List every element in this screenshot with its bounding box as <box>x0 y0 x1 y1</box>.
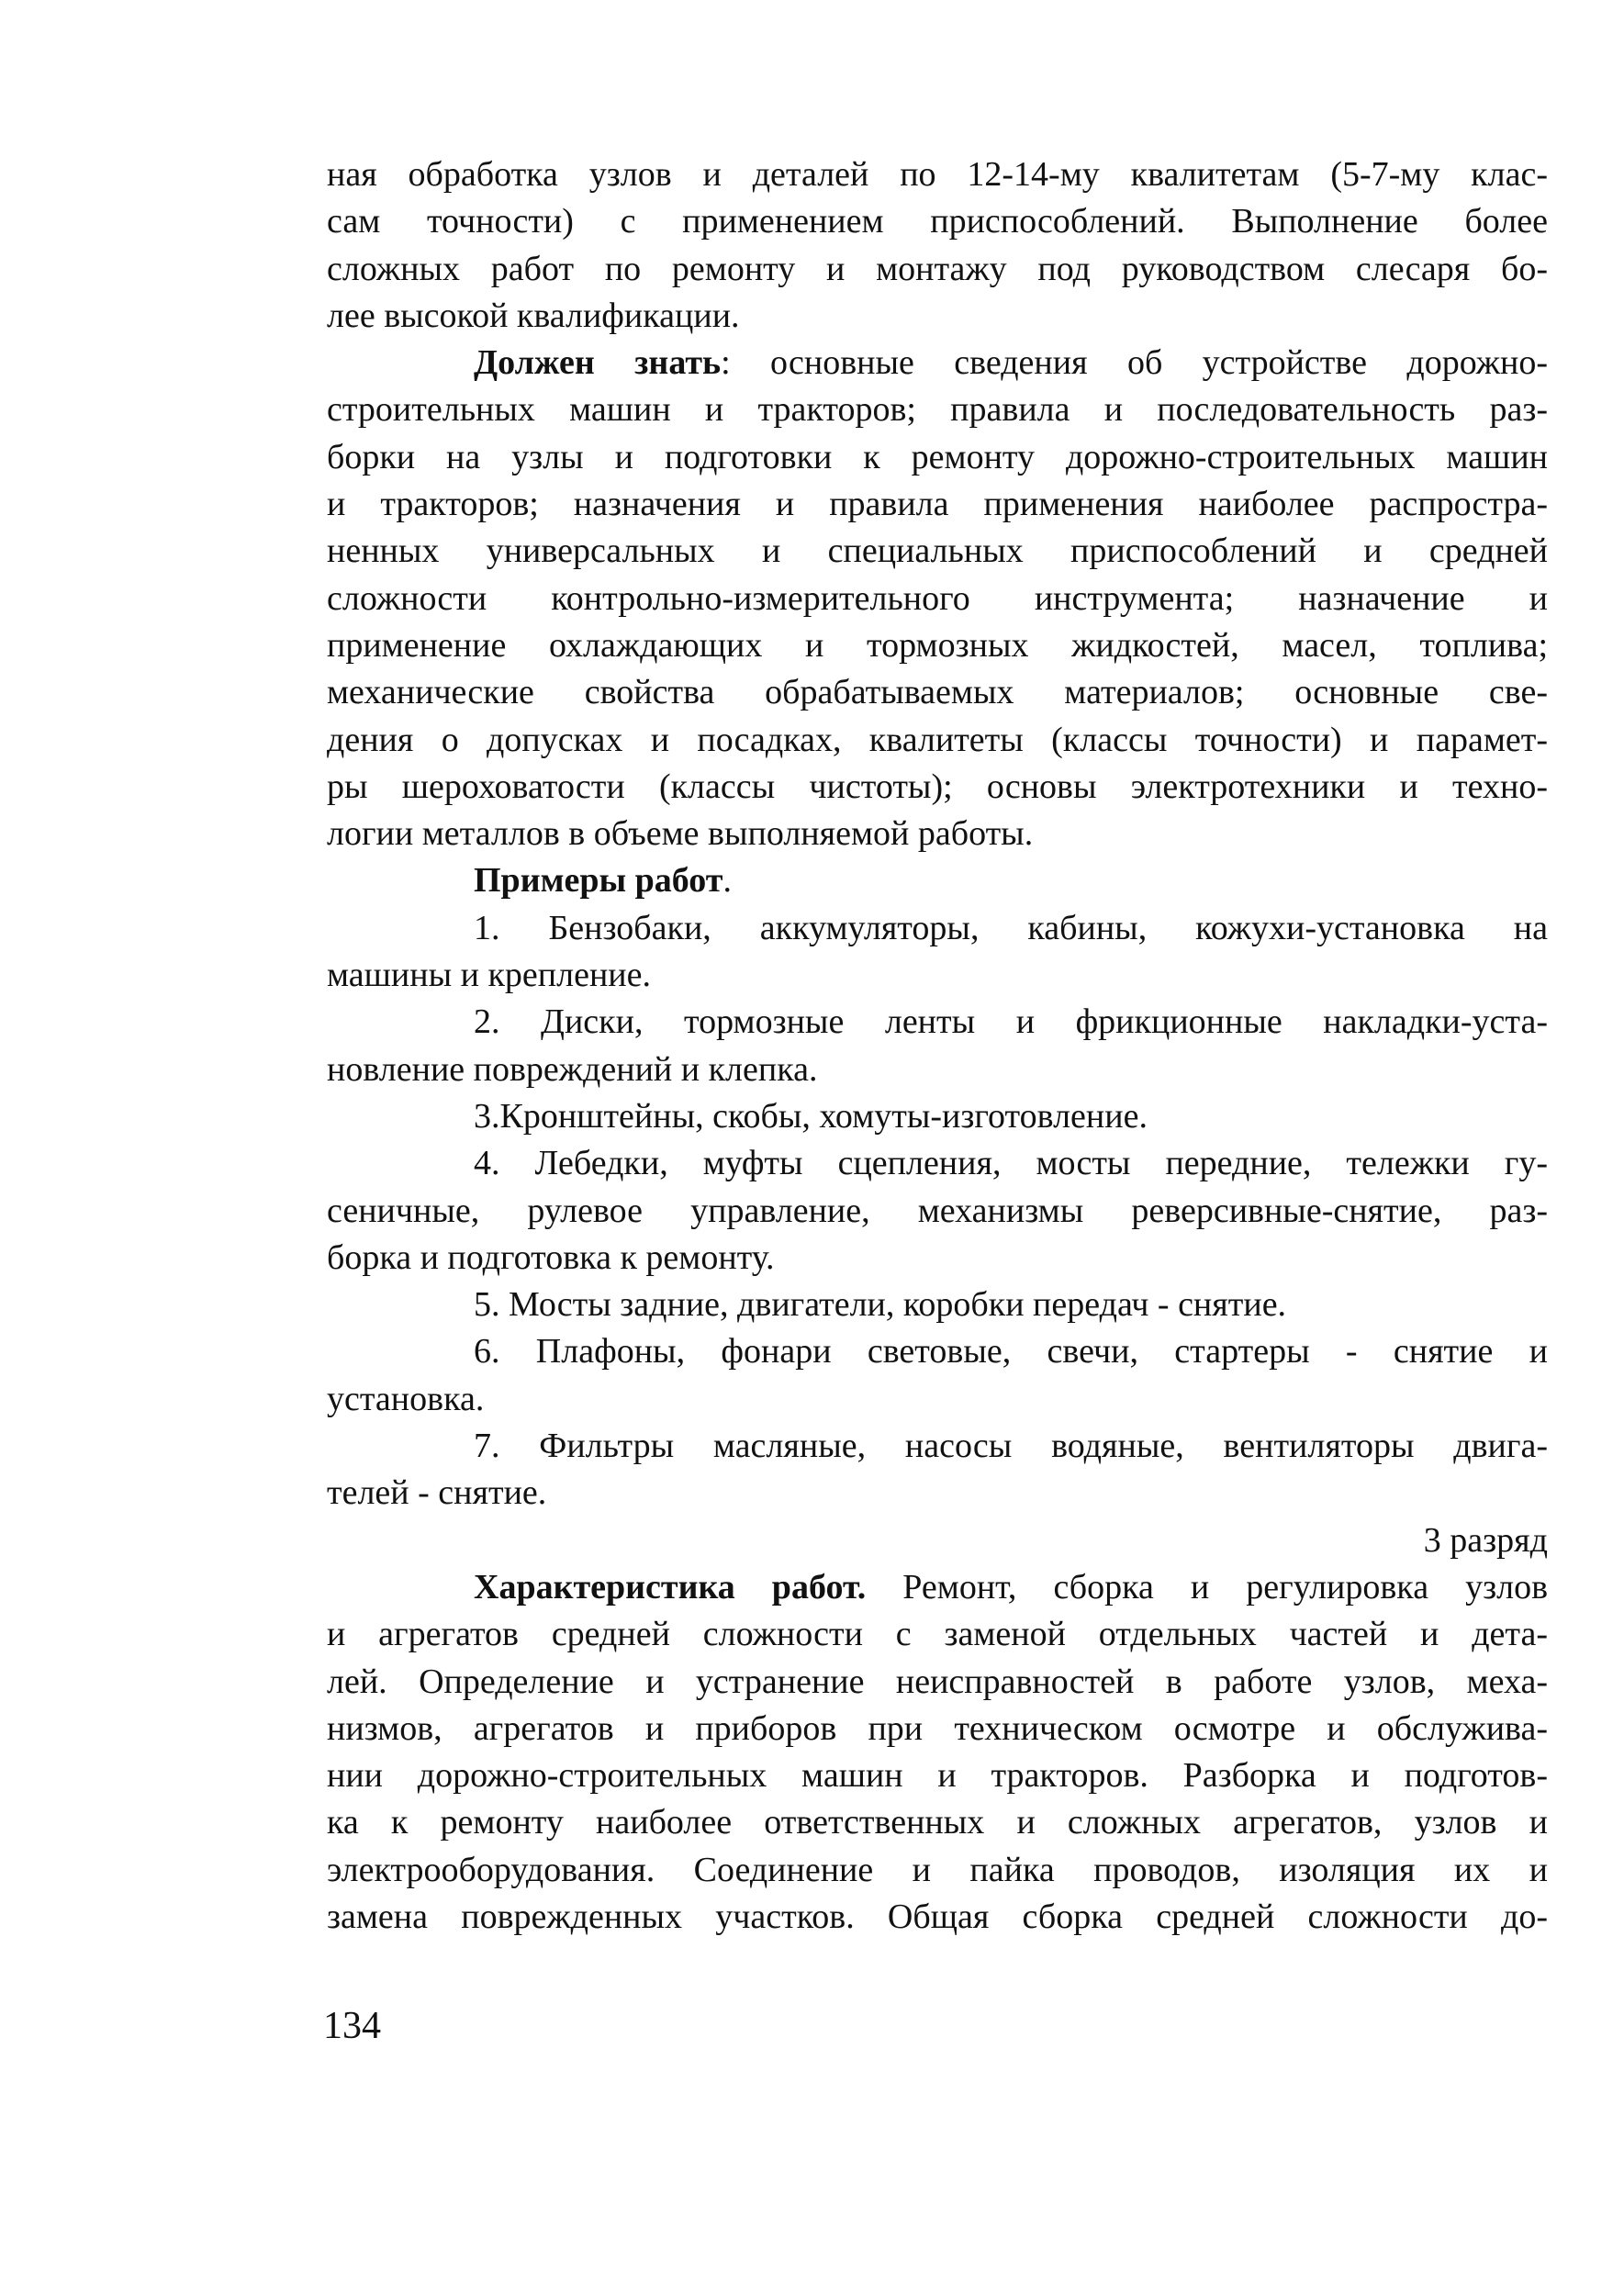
list-item <box>327 1423 1548 1517</box>
text-line: сам точности) с применением приспособлений. Выполнение более <box>327 202 1548 241</box>
text-line: 6. Плафоны, фонари световые, свечи, стартеры - снятие и <box>474 1332 1548 1371</box>
text-line: 1. Бензобаки, аккумуляторы, кабины, кожухи-установка на <box>474 908 1548 947</box>
list-item <box>327 999 1548 1093</box>
text-line: борка и подготовка к ремонту. <box>327 1237 775 1277</box>
text-line: установка. <box>327 1379 485 1418</box>
list-item <box>327 1328 1548 1423</box>
text-line: логии металлов в объеме выполняемой работы. <box>327 814 1034 854</box>
paragraph-continuation <box>327 151 1548 340</box>
text-line: сеничные, рулевое управление, механизмы реверсивные-снятие, раз- <box>327 1191 1548 1230</box>
text-line: ка к ремонту наиболее ответственных и сложных агрегатов, узлов и <box>327 1803 1548 1842</box>
text-line: дения о допусках и посадках, квалитеты (классы точности) и парамет- <box>327 720 1548 759</box>
list-item <box>327 1140 1548 1282</box>
work-characteristic-first-line: Ремонт, сборка и регулировка узлов <box>866 1567 1549 1606</box>
must-know-first-line: : основные сведения об устройстве дорожно- <box>721 343 1549 383</box>
body-text <box>327 151 1548 1941</box>
text-line: строительных машин и тракторов; правила и последовательность раз- <box>327 390 1548 430</box>
paragraph-work-characteristic <box>327 1564 1548 1941</box>
text-line: 4. Лебедки, муфты сцепления, мосты передние, тележки гу- <box>474 1144 1548 1183</box>
text-line: ры шероховатости (классы чистоты); основы электротехники и техно- <box>327 767 1548 806</box>
examples-heading: Примеры работ <box>474 861 723 901</box>
examples-list <box>327 905 1548 1517</box>
must-know-heading: Должен знать <box>474 343 722 383</box>
list-item <box>327 1093 1548 1140</box>
text-line <box>327 340 1548 386</box>
list-item <box>327 905 1548 1000</box>
text-line: и агрегатов средней сложности с заменой отдельных частей и дета- <box>327 1615 1548 1654</box>
page-number: 134 <box>323 2005 381 2047</box>
paragraph-must-know <box>327 340 1548 857</box>
text-line: 2. Диски, тормозные ленты и фрикционные накладки-уста- <box>474 1002 1548 1042</box>
text-line <box>327 1564 1548 1611</box>
text-line: лее высокой квалификации. <box>327 296 740 335</box>
text-line: низмов, агрегатов и приборов при техническом осмотре и обслужива- <box>327 1708 1548 1748</box>
text-line: машины и крепление. <box>327 956 651 995</box>
list-item <box>327 1282 1548 1328</box>
text-line: ненных универсальных и специальных приспособлений и средней <box>327 532 1548 571</box>
text-line: телей - снятие. <box>327 1473 547 1513</box>
text-line: 3.Кронштейны, скобы, хомуты-изготовление. <box>474 1096 1148 1136</box>
text-line: сложных работ по ремонту и монтажу под руководством слесаря бо- <box>327 249 1548 288</box>
text-line: сложности контрольно-измерительного инструмента; назначение и <box>327 578 1548 618</box>
work-characteristic-heading: Характеристика работ. <box>474 1567 867 1606</box>
text-line: новление повреждений и клепка. <box>327 1049 818 1089</box>
examples-heading-line <box>327 857 1548 904</box>
text-line: лей. Определение и устранение неисправностей в работе узлов, меха- <box>327 1662 1548 1701</box>
text-line: электрооборудования. Соединение и пайка проводов, изоляция их и <box>327 1850 1548 1889</box>
text-line: ная обработка узлов и деталей по 12-14-му квалитетам (5-7-му клас- <box>327 155 1548 194</box>
text-line: механические свойства обрабатываемых материалов; основные све- <box>327 673 1548 712</box>
text-line: борки на узлы и подготовки к ремонту дорожно-строительных машин <box>327 437 1548 476</box>
text-line: 5. Мосты задние, двигатели, коробки передач - снятие. <box>474 1285 1287 1325</box>
text-line: замена поврежденных участков. Общая сборка средней сложности до- <box>327 1897 1548 1936</box>
grade-label: 3 разряд <box>1423 1520 1548 1560</box>
text-line: применение охлаждающих и тормозных жидкостей, масел, топлива; <box>327 625 1548 665</box>
examples-heading-period: . <box>722 861 732 901</box>
text-line: 7. Фильтры масляные, насосы водяные, вентиляторы двига- <box>474 1427 1548 1466</box>
text-line: нии дорожно-строительных машин и тракторов. Разборка и подготов- <box>327 1756 1548 1796</box>
text-line: и тракторов; назначения и правила применения наиболее распростра- <box>327 485 1548 524</box>
